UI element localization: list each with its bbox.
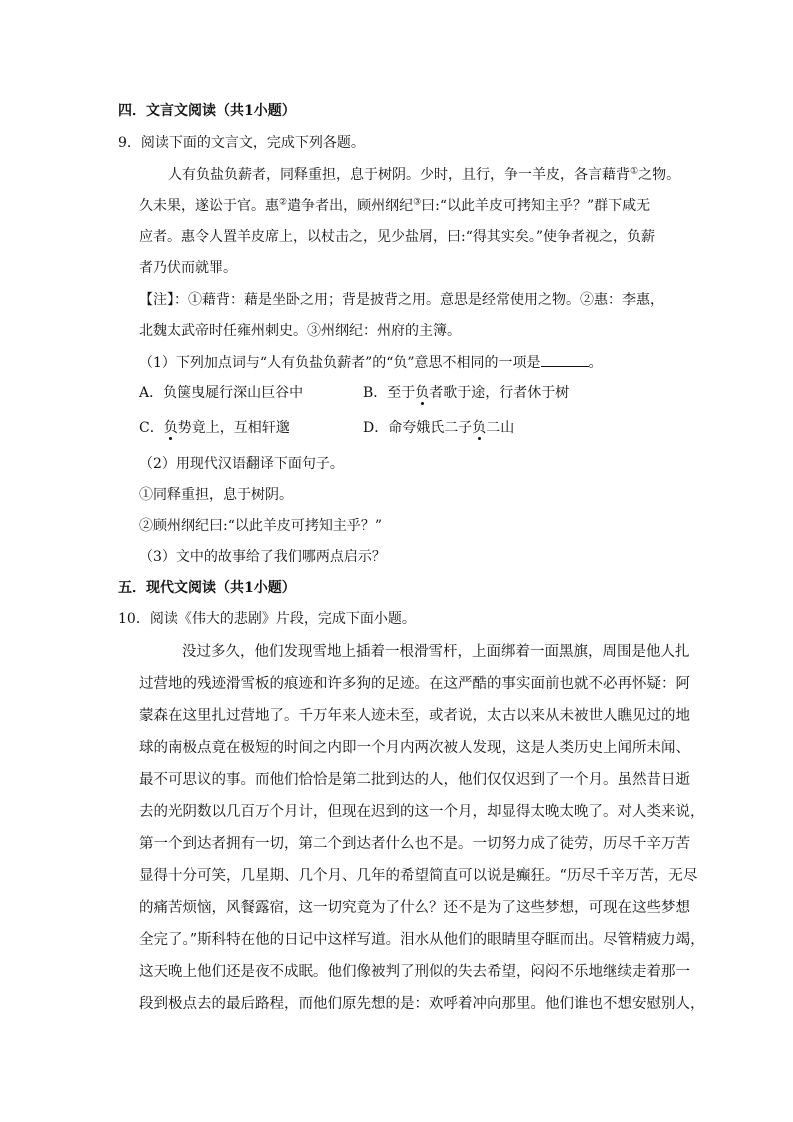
passage-line: 人有负盐负薪者，同释重担，息于树阴。少时，且行，争一羊皮，各言藉背①之物。 (168, 166, 681, 183)
sub-question-1: （1）下列加点词与“人有负盐负薪者”的“负”意思不相同的一项是 。 (139, 352, 603, 373)
dotted-word: 负 (472, 420, 487, 436)
passage-line: 去的光阴数以几百万个月计，但现在迟到的这一个月，却显得太晚太晚了。对人类来说， (139, 804, 705, 820)
note-marker-2: ② (279, 197, 288, 208)
passage-line: 久未果，遂讼于官。惠②遣争者出，顾州纲纪③曰:“以此羊皮可拷知主乎？”群下咸无 (139, 197, 651, 214)
passage-line: 没过多久，他们发现雪地上插着一根滑雪杆，上面绑着一面黑旗，周围是他人扎 (182, 644, 690, 660)
option-a: A．负箧曳屣行深山巨谷中 (139, 385, 304, 401)
passage-line: 第一个到达者拥有一切，第二个到达者什么也不是。一切努力成了徒劳，历尽千辛万苦 (139, 836, 690, 852)
option-c: C．负势竟上，互相轩邈 (139, 420, 290, 436)
section-4-heading: 四．文言文阅读（共1小题） (118, 103, 296, 119)
passage-line: 蒙森在这里扎过营地了。千万年来人迹未至，或者说，太古以来从未被世人瞧见过的地 (139, 708, 690, 724)
question-9-prompt: 9．阅读下面的文言文，完成下列各题。 (118, 135, 365, 151)
answer-blank (541, 352, 589, 367)
passage-line: 段到极点去的最后路程，而他们原先想的是：欢呼着冲向那里。他们谁也不想安慰别人， (139, 996, 705, 1012)
sub-question-2: （2）用现代汉语翻译下面句子。 (139, 456, 344, 472)
passage-line: 最不可思议的事。而他们恰恰是第二批到达的人，他们仅仅迟到了一个月。虽然昔日逝 (139, 772, 690, 788)
passage-line: 过营地的残迹滑雪板的痕迹和许多狗的足迹。在这严酷的事实面前也就不必再怀疑：阿 (139, 676, 690, 692)
passage-line: 应者。惠令人置羊皮席上，以杖击之，见少盐屑，曰:“得其实矣。”使争者视之，负薪 (139, 229, 656, 245)
passage-line: 全完了。”斯科特在他的日记中这样写道。泪水从他们的眼睛里夺眶而出。尽管精疲力竭， (139, 932, 705, 948)
passage-line: 显得十分可笑，几星期、几个月、几年的希望简直可以说是癫狂。“历尽千辛万苦，无尽 (139, 868, 698, 884)
dotted-word: 负 (163, 420, 178, 436)
passage-line: 球的南极点竟在极短的时间之内即一个月内两次被人发现，这是人类历史上闻所未闻、 (139, 740, 690, 756)
section-5-heading: 五．现代文阅读（共1小题） (118, 580, 296, 596)
option-d: D．命夸娥氏二子负二山 (363, 420, 515, 436)
translate-sentence-1: ①同释重担，息于树阴。 (139, 487, 293, 503)
annotation-note: 北魏太武帝时任雍州刺史。③州纲纪：州府的主簿。 (139, 323, 461, 339)
passage-line: 的痛苦烦恼，风餐露宿，这一切究竟为了什么？还不是为了这些梦想，可现在这些梦想 (139, 900, 690, 916)
passage-line: 者乃伏而就罪。 (139, 260, 237, 276)
passage-line: 这天晚上他们还是夜不成眠。他们像被判了刑似的失去希望，闷闷不乐地继续走着那一 (139, 964, 690, 980)
translate-sentence-2: ②顾州纲纪曰:“以此羊皮可拷知主乎？” (139, 518, 383, 534)
sub-question-3: （3）文中的故事给了我们哪两点启示？ (139, 549, 386, 565)
option-b: B．至于负者歌于途，行者休于树 (363, 385, 570, 401)
dotted-word: 负 (415, 385, 430, 401)
annotation-note: 【注】：①藉背：藉是坐卧之用；背是披背之用。意思是经常使用之物。②惠：李惠， (139, 292, 664, 308)
question-10-prompt: 10．阅读《伟大的悲剧》片段，完成下面小题。 (118, 611, 416, 627)
note-marker-3: ③ (413, 197, 422, 208)
note-marker-1: ① (630, 166, 639, 177)
